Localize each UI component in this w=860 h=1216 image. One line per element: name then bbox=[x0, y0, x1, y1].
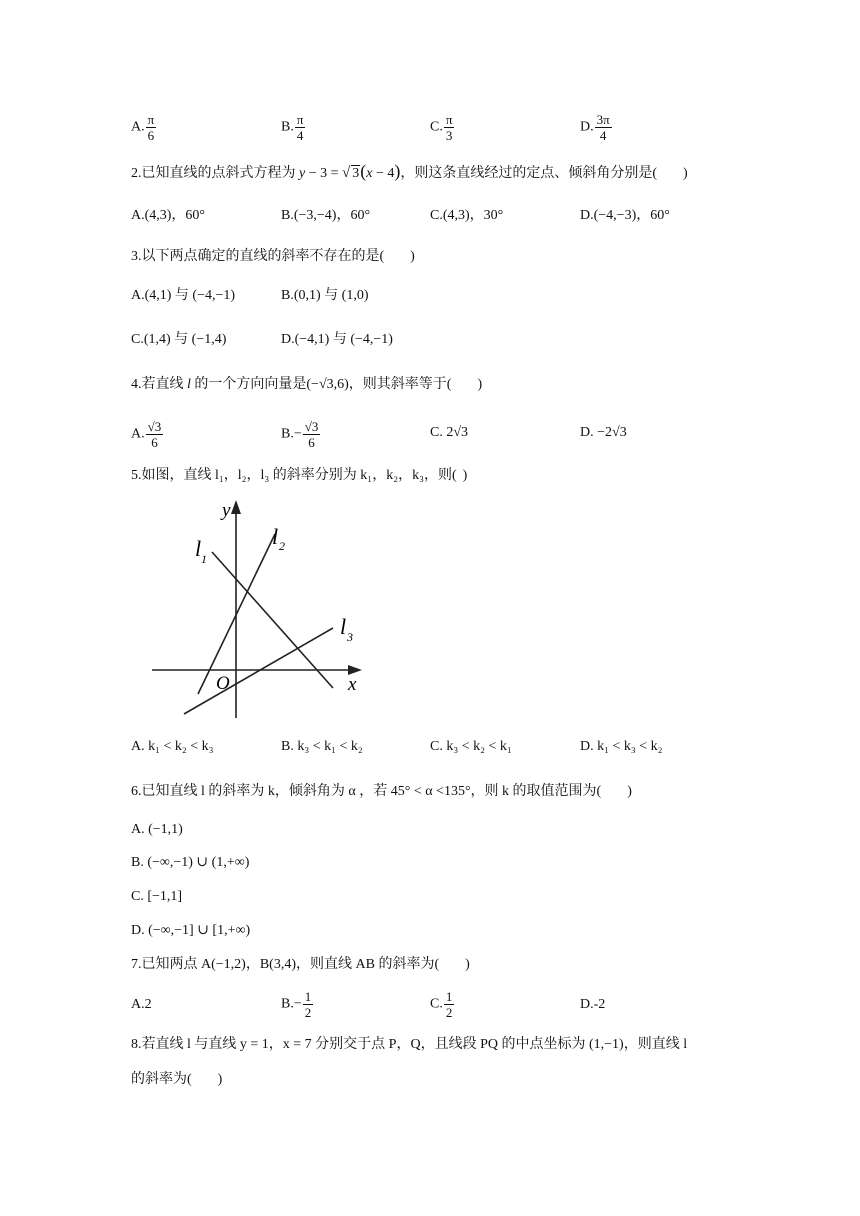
label-l1: l bbox=[195, 536, 202, 561]
label-y: y bbox=[222, 500, 231, 521]
q5-option-d: D. k₁ < k₃ < k₂ bbox=[580, 739, 663, 754]
q5-option-a: A. k₁ < k₂ < k₃ bbox=[131, 739, 214, 754]
q2-option-a: A.(4,3)，60° bbox=[131, 208, 206, 223]
q1-option-b: B. $\frac{\pi}{4}$ bbox=[281, 112, 304, 143]
q6-option-a: A. (−1,1) bbox=[131, 822, 183, 837]
q4-option-a: A. $\frac{√3}{6}$ bbox=[131, 419, 162, 450]
q5-option-c: C. k₃ < k₂ < k₁ bbox=[430, 739, 512, 754]
label-x: x bbox=[348, 674, 357, 695]
q4-option-d: D. −2√3 bbox=[580, 425, 627, 440]
q6-option-d: D. (−∞,−1] ∪ [1,+∞) bbox=[131, 923, 251, 938]
y-axis-arrow bbox=[231, 500, 241, 514]
q2-stem: 2.已知直线的点斜式方程为 y − 3 = √ 3(x − 4)，则这条直线经过的定点、倾斜角分别是( ) bbox=[131, 161, 688, 181]
q7-option-b: B.− $\frac{1}{2}$ bbox=[281, 989, 312, 1020]
label-l1-sub: 1 bbox=[201, 552, 207, 566]
q6-stem: 6.已知直线 l 的斜率为 k，倾斜角为 α ，若 45° < α <135°，则 k 的取值范围为( ) bbox=[131, 784, 632, 799]
q6-option-c: C. [−1,1] bbox=[131, 889, 183, 904]
q2-option-b: B.(−3,−4)，60° bbox=[281, 208, 371, 223]
label-l3-sub: 3 bbox=[347, 630, 353, 644]
q5-option-b: B. k₃ < k₁ < k₂ bbox=[281, 739, 363, 754]
q4-option-b: B.− $\frac{√3}{6}$ bbox=[281, 419, 319, 450]
q4-option-c: C. 2√3 bbox=[430, 425, 469, 440]
q1-option-a: A. $\frac{\pi}{6}$ bbox=[131, 112, 155, 143]
q5-figure bbox=[140, 498, 380, 728]
q4-stem: 4.若直线 l 的一个方向向量是(−√3,6)，则其斜率等于( ) bbox=[131, 377, 483, 392]
line-l1 bbox=[212, 552, 333, 688]
q1-option-c: C. $\frac{\pi}{3}$ bbox=[430, 112, 453, 143]
q6-option-b: B. (−∞,−1) ∪ (1,+∞) bbox=[131, 855, 250, 870]
q3-option-d: D.(−4,1) 与 (−4,−1) bbox=[281, 332, 393, 347]
q8-stem: 8.若直线 l 与直线 y = 1，x = 7 分别交于点 P，Q，且线段 PQ 的中点坐标为 (1,−1)，则直线 l bbox=[131, 1037, 688, 1052]
q3-stem: 3.以下两点确定的直线的斜率不存在的是( ) bbox=[131, 249, 415, 264]
label-origin: O bbox=[216, 673, 230, 694]
q7-stem: 7.已知两点 A(−1,2)，B(3,4)，则直线 AB 的斜率为( ) bbox=[131, 957, 470, 972]
q3-option-c: C.(1,4) 与 (−1,4) bbox=[131, 332, 227, 347]
q3-option-a: A.(4,1) 与 (−4,−1) bbox=[131, 288, 236, 303]
q7-option-c: C. $\frac{1}{2}$ bbox=[430, 989, 453, 1020]
q5-stem: 5.如图，直线 l₁，l₂，l₃ 的斜率分别为 k₁，k₂，k₃，则( ) bbox=[131, 468, 468, 483]
label-l2: l bbox=[272, 524, 279, 549]
q2-option-c: C.(4,3)，30° bbox=[430, 208, 504, 223]
label-l2-sub: 2 bbox=[279, 539, 285, 553]
q3-option-b: B.(0,1) 与 (1,0) bbox=[281, 288, 369, 303]
q7-option-a: A.2 bbox=[131, 997, 152, 1012]
line-l3 bbox=[184, 628, 333, 714]
label-l3: l bbox=[340, 614, 347, 639]
q7-option-d: D.-2 bbox=[580, 997, 606, 1012]
q2-option-d: D.(−4,−3)，60° bbox=[580, 208, 670, 223]
q1-option-d: D. $\frac{3\pi}{4}$ bbox=[580, 112, 610, 143]
q8-stem-cont: 的斜率为( ) bbox=[131, 1072, 223, 1087]
